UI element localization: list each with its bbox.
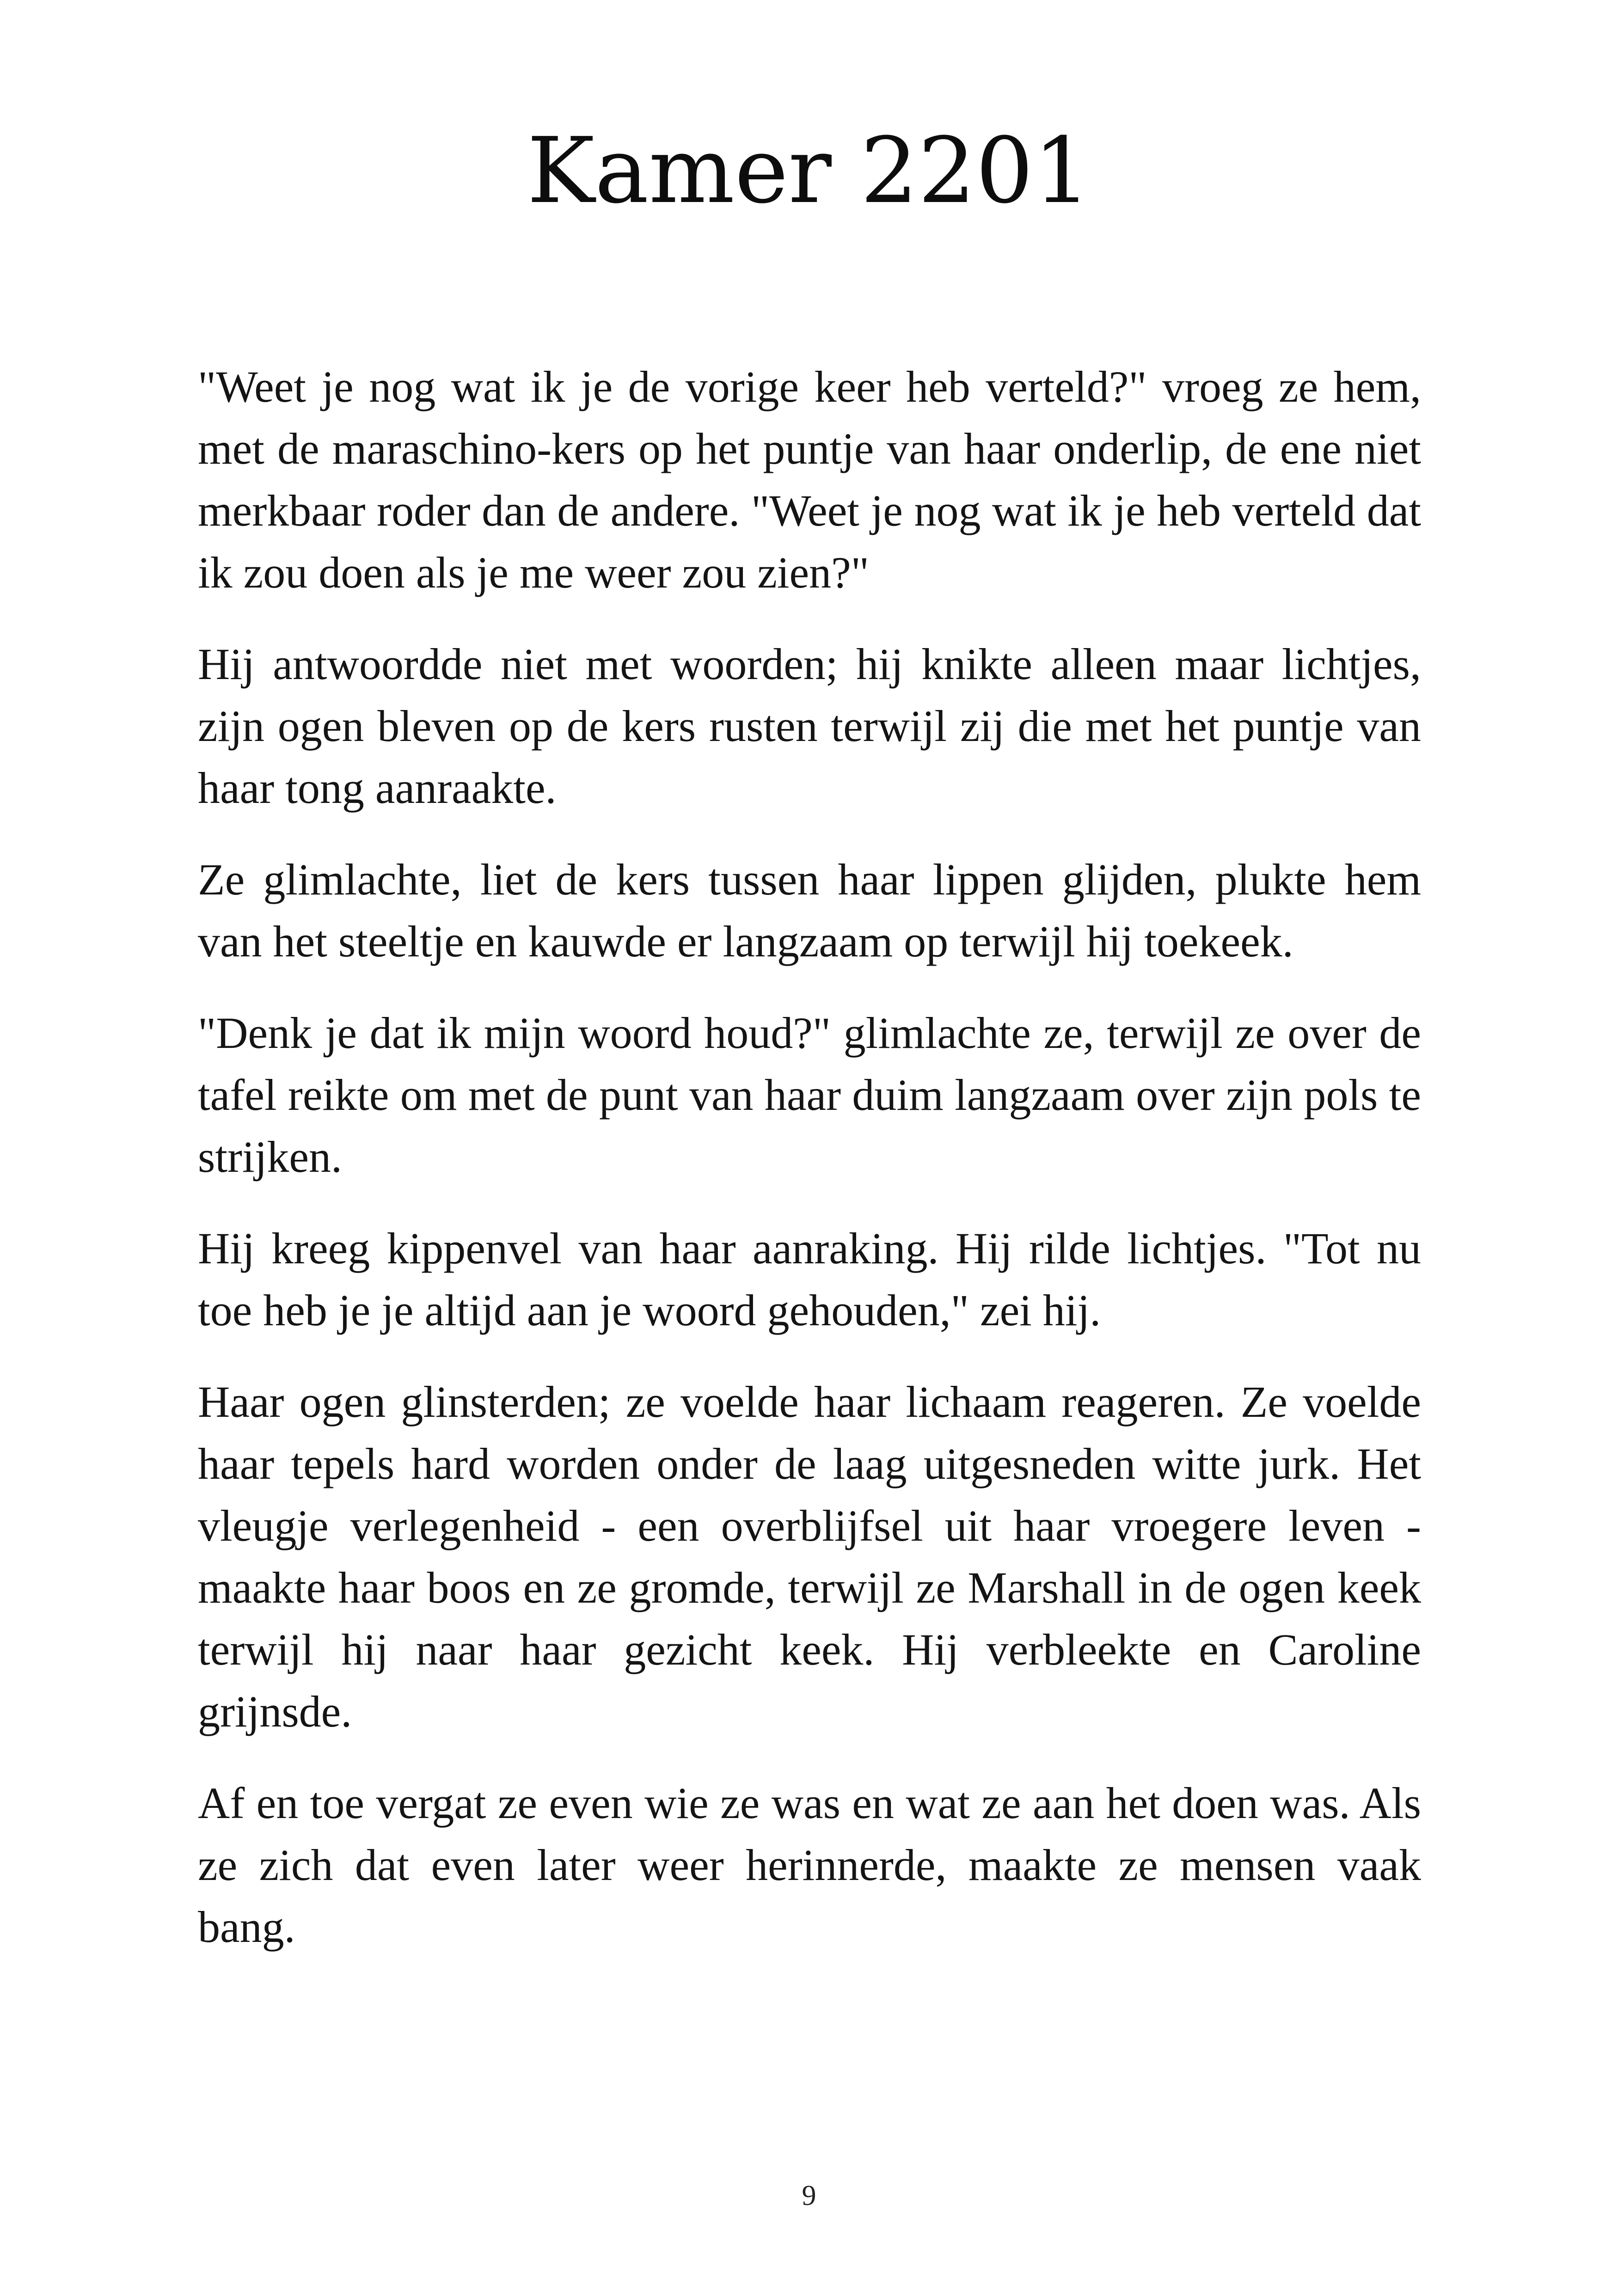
paragraph-4: "Denk je dat ik mijn woord houd?" glimlachte ze, terwijl ze over de tafel reikte om met de punt van haar duim langzaam over zijn pols te strijken. (198, 1008, 1421, 1182)
paragraph-2: Hij antwoordde niet met woorden; hij knikte alleen maar lichtjes, zijn ogen bleven op de kers rusten terwijl zij die met het puntje van haar tong aanraakte. (198, 639, 1421, 813)
paragraph-1: "Weet je nog wat ik je de vorige keer heb verteld?" vroeg ze hem, met de maraschino-kers op het puntje van haar onderlip, de ene niet merkbaar roder dan de andere. "Weet je nog wat ik je heb verteld dat ik zou doen als je me weer zou zien?" (198, 362, 1421, 597)
paragraph-7: Af en toe vergat ze even wie ze was en wat ze aan het doen was. Als ze zich dat even later weer herinnerde, maakte ze mensen vaak bang. (198, 1778, 1421, 1952)
paragraph-5: Hij kreeg kippenvel van haar aanraking. Hij rilde lichtjes. "Tot nu toe heb je je altijd aan je woord gehouden," zei hij. (198, 1224, 1421, 1335)
paragraph-6: Haar ogen glinsterden; ze voelde haar lichaam reageren. Ze voelde haar tepels hard worden onder de laag uitgesneden witte jurk. Het vleugje verlegenheid - een overblijfsel uit haar vroegere leven - maakte haar boos en ze gromde, terwijl ze Marshall in de ogen keek terwijl hij naar haar gezicht keek. Hij verbleekte en Caroline grijnsde. (198, 1377, 1421, 1736)
chapter-body (198, 356, 1421, 1988)
page-number: 9 (802, 2180, 816, 2211)
paragraph-3: Ze glimlachte, liet de kers tussen haar lippen glijden, plukte hem van het steeltje en kauwde er langzaam op terwijl hij toekeek. (198, 855, 1421, 966)
chapter-title: Kamer 2201 (527, 118, 1091, 224)
